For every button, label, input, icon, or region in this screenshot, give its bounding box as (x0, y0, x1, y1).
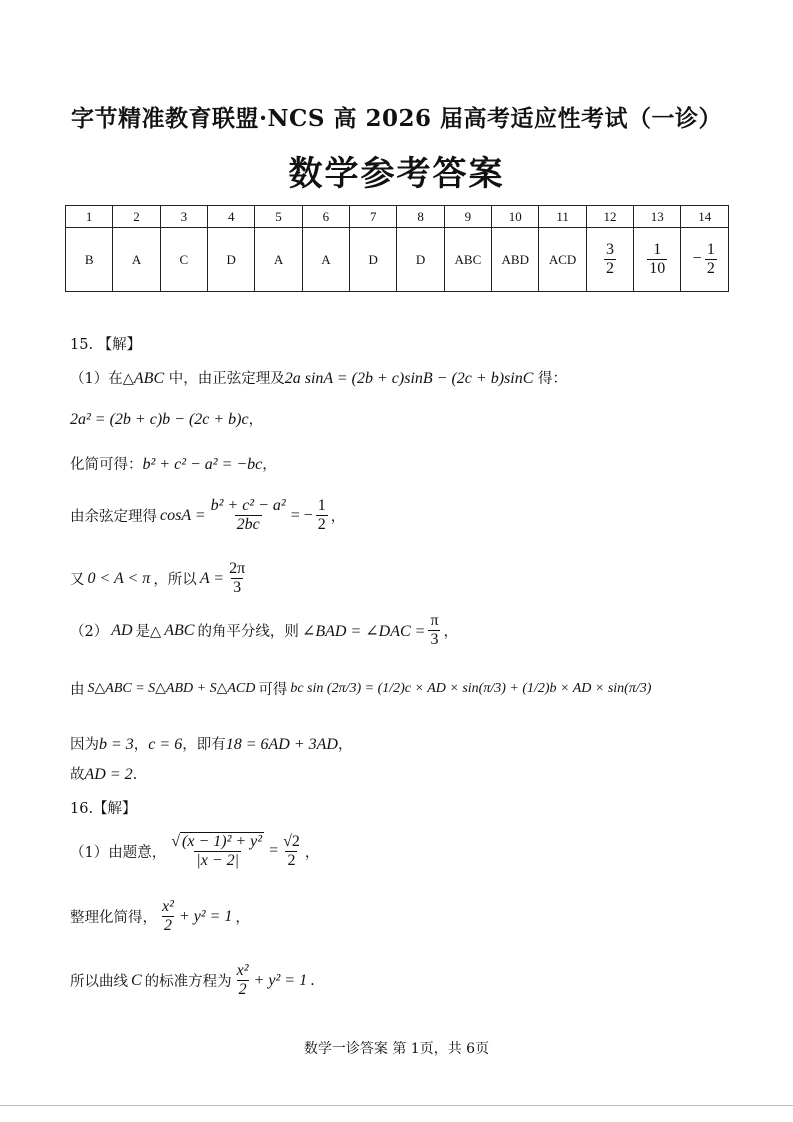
q15-eq1 (70, 408, 263, 429)
text: （2） (70, 624, 109, 641)
text: ， (235, 910, 250, 927)
denominator: 2 (605, 260, 614, 277)
numerator: x² (162, 898, 174, 915)
text: ， (443, 624, 459, 641)
curve-name: C (131, 971, 142, 989)
text: ， (262, 457, 277, 473)
segment: AD (111, 621, 133, 639)
q16-standard-equation (70, 962, 315, 1000)
triangle-name: ABC (164, 621, 195, 639)
value-b: b = 3 (99, 736, 134, 753)
answer-cell: D (397, 228, 444, 292)
text: ， (133, 737, 149, 753)
area-equation: S△ABC = S△ABD + S△ACD (87, 681, 256, 696)
answer-table (65, 205, 729, 292)
equation: 18 = 6AD + 3AD (225, 736, 338, 753)
q16-heading: 16.【解】 (70, 801, 137, 817)
q15-cosine (70, 497, 345, 535)
denominator: |x − 2| (196, 852, 239, 870)
q15-angle-range (70, 560, 247, 598)
q15-step1 (70, 367, 567, 388)
fraction (604, 241, 616, 279)
question-number: 9 (444, 206, 491, 228)
fraction (235, 962, 251, 1000)
question-number: 3 (160, 206, 207, 228)
numerator: 1 (317, 497, 326, 514)
question-number: 1 (66, 206, 113, 228)
text: 是△ (135, 624, 162, 641)
fraction (316, 497, 328, 535)
denominator: 3 (233, 579, 242, 597)
value-c: c = 6 (148, 736, 183, 753)
text: 由 (70, 682, 85, 698)
result: AD = 2 (84, 766, 133, 783)
text: 又 (70, 572, 85, 589)
fraction (227, 560, 247, 598)
numerator: π (430, 612, 439, 629)
question-number: 10 (492, 206, 539, 228)
text: 所以曲线 (70, 974, 128, 991)
answer-cell: D (350, 228, 397, 292)
radicand: (x − 1)² + y² (182, 833, 263, 850)
text: 可得 (258, 682, 288, 698)
text: 故 (70, 767, 85, 783)
text: （1）由题意， (70, 844, 167, 861)
fraction (281, 833, 302, 871)
answer-cell: C (160, 228, 207, 292)
text: 的角平分线，则 (197, 624, 299, 641)
page-footer: 数学一诊答案 第 1页，共 6页 (303, 1041, 490, 1057)
answer-cell: ABD (492, 228, 539, 292)
question-number: 6 (302, 206, 349, 228)
q15-area (70, 678, 651, 699)
text: 化简可得： (70, 457, 143, 473)
answer-cell-13 (634, 228, 681, 292)
fraction (209, 497, 288, 535)
answer-table-header-row (66, 206, 729, 228)
triangle-name: ABC (133, 370, 165, 387)
text: 得： (533, 371, 567, 387)
numerator: x² (236, 962, 249, 979)
numerator: b² + c² − a² (210, 497, 286, 514)
answer-cell: A (302, 228, 349, 292)
numerator: 1 (706, 240, 715, 258)
q16-step1: （1）由题意， $\frac{\text{√ (x − 1)² + y²}}{|x - 2|}$ = $\frac{√2}{2}$ ， (70, 832, 320, 870)
denominator: 10 (649, 260, 666, 277)
numerator: 1 (653, 240, 662, 258)
question-number: 12 (586, 206, 633, 228)
answer-cell-12 (586, 228, 633, 292)
denominator: 2 (287, 851, 296, 869)
fraction (428, 612, 440, 650)
denominator: 2 (163, 917, 172, 935)
question-number: 8 (397, 206, 444, 228)
text: . (132, 767, 138, 783)
answer-cell-14 (681, 228, 729, 292)
question-number: 11 (539, 206, 586, 228)
denominator: 2 (706, 260, 715, 277)
text: （1）在△ (70, 371, 134, 387)
text: 由余弦定理得 (70, 509, 157, 526)
numerator: √ (x − 1)² + y² (171, 833, 263, 850)
answer-cell: ABC (444, 228, 491, 292)
text: 整理化简得， (70, 910, 157, 927)
text: ， (304, 844, 320, 861)
question-number: 13 (634, 206, 681, 228)
answer-cell: ACD (539, 228, 586, 292)
text: ， (330, 509, 346, 526)
q15-heading: 15. 【解】 (70, 337, 142, 353)
question-number: 7 (350, 206, 397, 228)
text: ，所以 (153, 572, 197, 589)
text: ， (248, 412, 264, 428)
numerator: 3 (605, 240, 614, 258)
sine-law-formula: 2a sinA = (2b + c)sinB − (2c + b)sinC (284, 370, 534, 387)
exam-title: 字节精准教育联盟·NCS 高 2026 届高考适应性考试（一诊） (71, 105, 722, 132)
question-number: 2 (113, 206, 160, 228)
denominator: 3 (430, 631, 439, 649)
cos-lhs: cosA = (160, 506, 206, 524)
angle-lhs: A = (199, 569, 225, 587)
equation-rest: + y² = 1 (178, 907, 233, 925)
numerator: √2 (283, 832, 300, 850)
question-number: 4 (208, 206, 255, 228)
answer-table-answer-row (66, 228, 729, 292)
text: . (310, 972, 315, 989)
q16-simplify (70, 898, 250, 936)
fraction (169, 832, 266, 871)
equation: b² + c² − a² = −bc (142, 456, 263, 473)
q15-substitute (70, 733, 352, 754)
q15-step2 (70, 612, 458, 650)
equation: 2a² = (2b + c)b − (2c + b)c (70, 411, 249, 428)
fraction (160, 898, 176, 936)
question-number: 14 (681, 206, 729, 228)
numerator: 2π (229, 560, 246, 577)
text: ， (337, 737, 353, 753)
text: 因为 (70, 737, 99, 753)
area-expansion: bc sin (2π/3) = (1/2)c × AD × sin(π/3) + (1/2)b × AD × sin(π/3) (290, 680, 652, 696)
denominator: 2 (317, 516, 326, 534)
q15-conclusion (70, 763, 137, 784)
angle-equation: ∠BAD = ∠DAC = (301, 622, 426, 640)
denominator: 2 (238, 981, 247, 999)
page-title: 数学参考答案 (288, 154, 505, 194)
fraction (647, 241, 667, 279)
inequality: 0 < A < π (87, 569, 151, 587)
q15-simplify (70, 453, 277, 474)
equation-rest: + y² = 1 (253, 971, 308, 989)
answer-cell: B (66, 228, 113, 292)
answer-cell: A (255, 228, 302, 292)
question-number: 5 (255, 206, 302, 228)
equals-minus: = − (290, 506, 313, 524)
fraction (705, 241, 717, 279)
answer-cell: A (113, 228, 160, 292)
text: 中，由正弦定理及 (164, 371, 285, 387)
denominator: 2bc (236, 516, 260, 534)
text: 的标准方程为 (144, 974, 232, 991)
minus-sign: − (692, 249, 702, 267)
bottom-divider (0, 1105, 793, 1106)
answer-cell: D (208, 228, 255, 292)
text: ，即有 (182, 737, 226, 753)
